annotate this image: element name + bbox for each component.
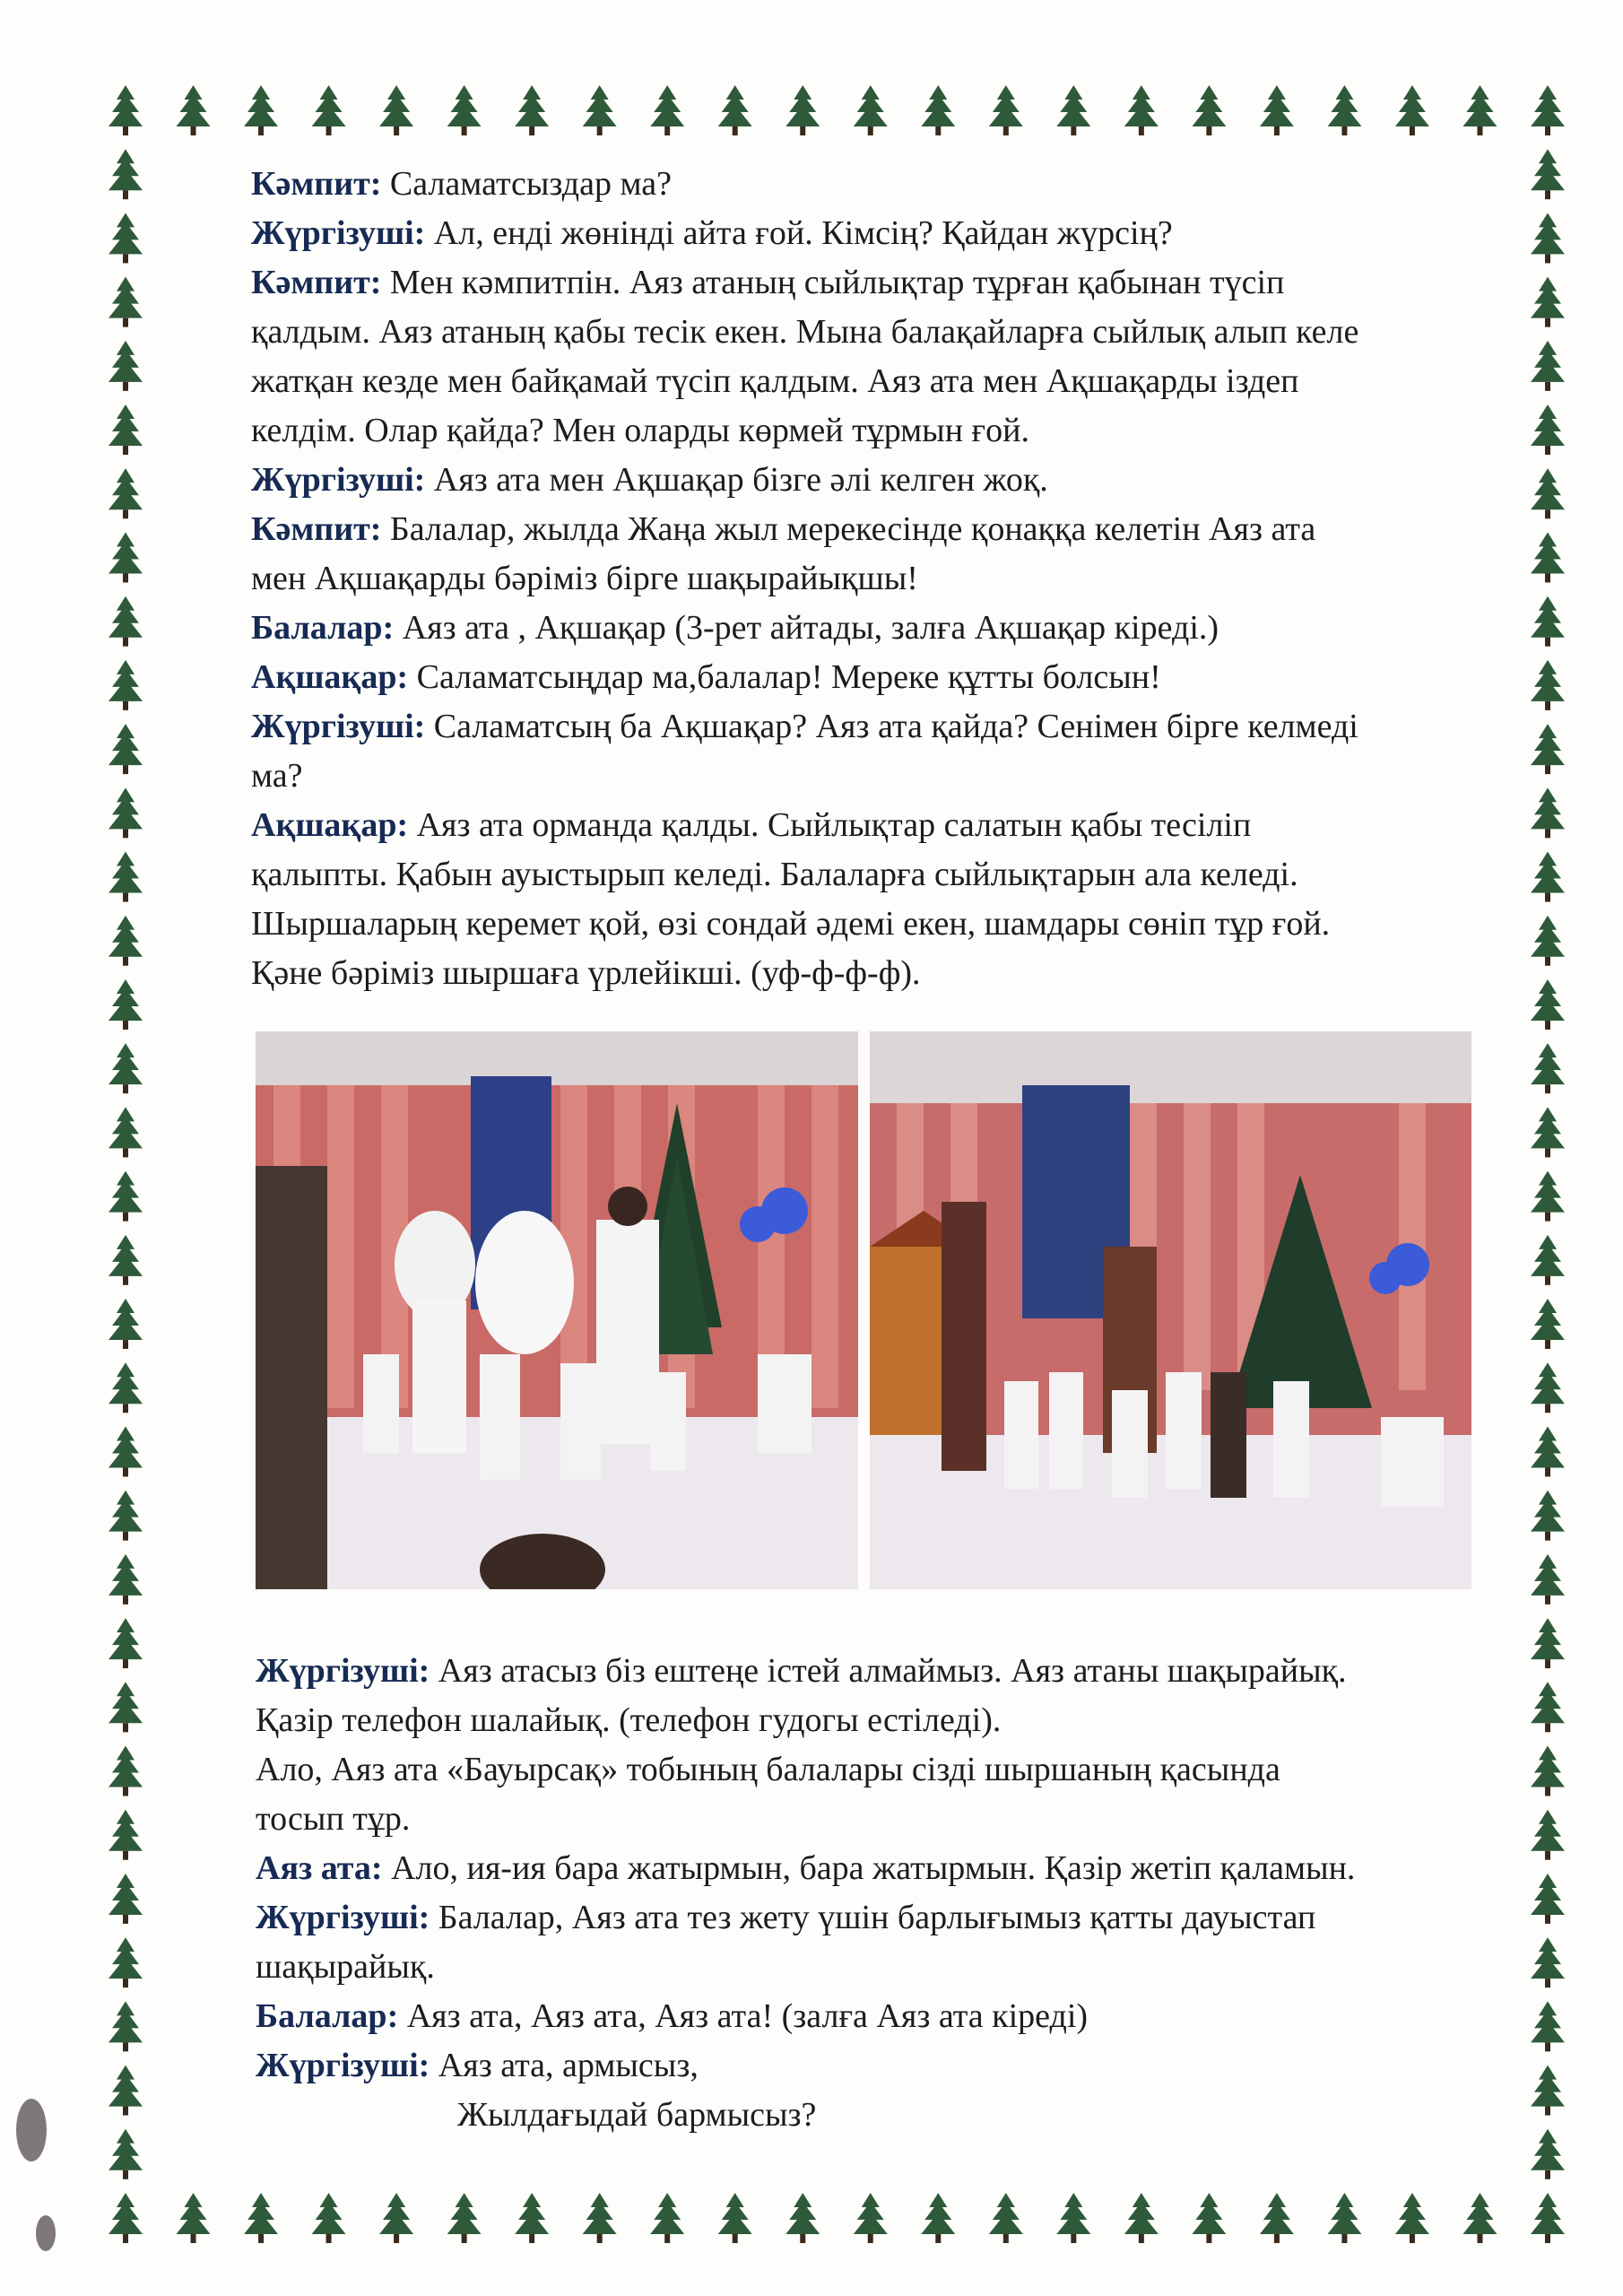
fir-tree-icon xyxy=(1531,1618,1565,1668)
dialogue-line xyxy=(251,505,1524,554)
speaker-name: Кәмпит: xyxy=(251,510,382,548)
fir-tree-icon xyxy=(108,468,143,518)
fir-tree-icon xyxy=(1531,2129,1565,2179)
photo-left xyxy=(256,1031,858,1589)
line-text: Ал, енді жөнінді айта ғой. Кімсің? Қайдан жүрсің? xyxy=(433,214,1173,252)
dialogue-entry xyxy=(256,1647,1529,1844)
fir-tree-icon xyxy=(1124,2193,1159,2243)
speaker-name: Жүргізуші: xyxy=(251,461,426,499)
fir-tree-icon xyxy=(1531,1491,1565,1541)
fir-tree-icon xyxy=(108,2001,143,2051)
fir-tree-icon xyxy=(108,1810,143,1860)
fir-tree-icon xyxy=(177,85,211,135)
speaker-name: Балалар: xyxy=(256,1997,399,2035)
fir-tree-icon xyxy=(108,2193,143,2243)
speaker-name: Ақшақар: xyxy=(251,658,409,696)
fir-tree-icon xyxy=(447,2193,482,2243)
speaker-name: Аяз ата: xyxy=(256,1849,383,1887)
speaker-name: Кәмпит: xyxy=(251,264,382,301)
dialogue-entry xyxy=(251,653,1524,702)
fir-tree-icon xyxy=(1531,277,1565,327)
celebration-photo-left xyxy=(256,1031,858,1589)
fir-tree-icon xyxy=(1531,1937,1565,1987)
dialogue-bottom xyxy=(256,1647,1529,2140)
dialogue-entry xyxy=(256,2041,1529,2091)
fir-tree-icon xyxy=(650,85,684,135)
fir-tree-icon xyxy=(1327,2193,1361,2243)
fir-tree-icon xyxy=(1462,2193,1497,2243)
fir-tree-icon xyxy=(1531,1235,1565,1285)
line-text: Саламатсың ба Ақшақар? Аяз ата қайда? Сенімен бірге келмеді xyxy=(433,708,1358,745)
fir-tree-icon xyxy=(108,1554,143,1605)
dialogue-line xyxy=(251,456,1524,505)
fir-tree-icon xyxy=(1327,85,1361,135)
celebration-photo-right xyxy=(870,1031,1471,1589)
fir-tree-icon xyxy=(1531,1874,1565,1924)
fir-tree-icon xyxy=(718,2193,752,2243)
speaker-name: Ақшақар: xyxy=(251,806,409,844)
fir-tree-icon xyxy=(108,1107,143,1157)
dialogue-entry xyxy=(251,456,1524,505)
fir-tree-icon xyxy=(447,85,482,135)
line-text: Балалар, Аяз ата тез жету үшін барлығымыз қатты дауыстап xyxy=(438,1899,1316,1936)
fir-tree-icon xyxy=(1531,916,1565,966)
line-text: Аяз атасыз біз ештеңе істей алмаймыз. Аяз атаны шақырайық. xyxy=(438,1652,1347,1690)
fir-tree-icon xyxy=(108,149,143,199)
fir-tree-icon xyxy=(1531,787,1565,838)
fir-tree-icon xyxy=(108,660,143,710)
dialogue-line xyxy=(251,604,1524,653)
speaker-name: Жүргізуші: xyxy=(251,708,426,745)
dialogue-line xyxy=(251,653,1524,702)
fir-tree-icon xyxy=(108,724,143,774)
dialogue-line xyxy=(256,1696,1529,1745)
fir-tree-icon xyxy=(108,1235,143,1285)
fir-tree-icon xyxy=(1531,979,1565,1030)
dialogue-line xyxy=(256,1893,1529,1943)
fir-tree-icon xyxy=(1531,85,1565,135)
line-text: Аяз ата орманда қалды. Сыйлықтар салатын қабы тесіліп xyxy=(416,806,1252,844)
fir-tree-icon xyxy=(1056,85,1090,135)
fir-tree-icon xyxy=(108,1491,143,1541)
fir-tree-icon xyxy=(108,341,143,391)
fir-tree-icon xyxy=(1531,2193,1565,2243)
fir-tree-icon xyxy=(1395,2193,1429,2243)
line-text: келдім. Олар қайда? Мен оларды көрмей тұрмын ғой. xyxy=(251,412,1029,449)
line-text: тосып тұр. xyxy=(256,1800,411,1838)
fir-tree-icon xyxy=(1531,1299,1565,1349)
line-text: Саламатсыңдар ма,балалар! Мереке құтты болсын! xyxy=(416,658,1161,696)
dialogue-line xyxy=(251,357,1524,406)
dialogue-line xyxy=(251,160,1524,209)
line-text: Саламатсыздар ма? xyxy=(389,165,672,203)
dialogue-entry xyxy=(256,1893,1529,1992)
photo-right xyxy=(870,1031,1471,1589)
fir-tree-icon xyxy=(515,85,549,135)
dialogue-entry xyxy=(251,160,1524,209)
line-text: Ало, ия-ия бара жатырмын, бара жатырмын. Қазір жетіп қаламын. xyxy=(391,1849,1356,1887)
dialogue-entry xyxy=(251,801,1524,998)
fir-tree-icon xyxy=(650,2193,684,2243)
fir-tree-icon xyxy=(1531,2066,1565,2116)
line-text: Балалар, жылда Жаңа жыл мерекесінде қонаққа келетін Аяз ата xyxy=(389,510,1316,548)
fir-tree-icon xyxy=(1531,1362,1565,1413)
fir-tree-icon xyxy=(1260,85,1294,135)
fir-tree-icon xyxy=(108,1043,143,1093)
fir-tree-icon xyxy=(1192,2193,1226,2243)
fir-tree-icon xyxy=(1056,2193,1090,2243)
fir-tree-icon xyxy=(244,2193,278,2243)
dialogue-entry xyxy=(251,258,1524,456)
fir-tree-icon xyxy=(785,85,820,135)
fir-tree-icon xyxy=(1531,596,1565,647)
fir-tree-icon xyxy=(108,1682,143,1732)
fir-tree-icon xyxy=(1531,1171,1565,1222)
fir-tree-icon xyxy=(108,1746,143,1796)
fir-tree-icon xyxy=(108,2066,143,2116)
line-text: Мен кәмпитпін. Аяз атаның сыйлықтар тұрған қабынан түсіп xyxy=(389,264,1285,301)
fir-tree-icon xyxy=(583,2193,617,2243)
line-text: Аяз ата , Ақшақар (3-рет айтады, залға Ақшақар кіреді.) xyxy=(402,609,1219,647)
dialogue-entry xyxy=(256,1992,1529,2041)
dialogue-line xyxy=(251,554,1524,604)
speaker-name: Балалар: xyxy=(251,609,395,647)
fir-tree-icon xyxy=(1124,85,1159,135)
fir-tree-icon xyxy=(108,1874,143,1924)
fir-tree-icon xyxy=(1192,85,1226,135)
fir-tree-icon xyxy=(989,2193,1023,2243)
fir-tree-icon xyxy=(108,213,143,263)
fir-tree-icon xyxy=(108,916,143,966)
fir-tree-icon xyxy=(108,1937,143,1987)
dialogue-line xyxy=(256,1647,1529,1696)
fir-tree-icon xyxy=(1531,1043,1565,1093)
fir-tree-icon xyxy=(1531,852,1565,902)
line-text: қалдым. Аяз атаның қабы тесік екен. Мына балақайларға сыйлық алып келе xyxy=(251,313,1359,351)
line-text: Аяз ата, армысыз, xyxy=(438,2047,699,2084)
dialogue-line xyxy=(251,949,1524,998)
dialogue-line xyxy=(256,2041,1529,2091)
fir-tree-icon xyxy=(312,2193,346,2243)
fir-tree-icon xyxy=(108,979,143,1030)
fir-tree-icon xyxy=(108,1618,143,1668)
fir-tree-icon xyxy=(1531,149,1565,199)
fir-tree-icon xyxy=(108,1426,143,1476)
line-text: мен Ақшақарды бәріміз бірге шақырайықшы! xyxy=(251,560,918,597)
fir-tree-icon xyxy=(312,85,346,135)
fir-tree-icon xyxy=(108,85,143,135)
fir-tree-icon xyxy=(108,1171,143,1222)
fir-tree-icon xyxy=(854,2193,888,2243)
dialogue-top xyxy=(251,160,1524,998)
fir-tree-icon xyxy=(1260,2193,1294,2243)
fir-tree-icon xyxy=(1531,532,1565,582)
line-text: шақырайық. xyxy=(256,1948,435,1986)
fir-tree-icon xyxy=(108,404,143,455)
fir-tree-icon xyxy=(1531,1746,1565,1796)
closing-line: Жылдағыдай бармысыз? xyxy=(457,2096,817,2134)
line-text: Аяз ата, Аяз ата, Аяз ата! (залға Аяз ата кіреді) xyxy=(406,1997,1089,2035)
fir-tree-icon xyxy=(244,85,278,135)
line-text: Ало, Аяз ата «Бауырсақ» тобының балалары сізді шыршаның қасында xyxy=(256,1751,1280,1788)
dialogue-line xyxy=(256,1992,1529,2041)
fir-tree-icon xyxy=(989,85,1023,135)
fir-tree-icon xyxy=(379,2193,413,2243)
fir-tree-icon xyxy=(379,85,413,135)
fir-tree-icon xyxy=(515,2193,549,2243)
fir-tree-icon xyxy=(1531,404,1565,455)
fir-tree-icon xyxy=(108,852,143,902)
dialogue-line xyxy=(251,850,1524,900)
fir-tree-icon xyxy=(785,2193,820,2243)
line-text: ма? xyxy=(251,757,303,795)
fir-tree-icon xyxy=(1395,85,1429,135)
scan-smudge xyxy=(16,2099,47,2161)
dialogue-line xyxy=(251,258,1524,308)
dialogue-line xyxy=(251,702,1524,752)
fir-tree-icon xyxy=(108,1299,143,1349)
fir-tree-icon xyxy=(1531,468,1565,518)
scan-smudge xyxy=(36,2215,56,2251)
dialogue-entry xyxy=(256,1844,1529,1893)
dialogue-line xyxy=(256,1795,1529,1844)
fir-tree-icon xyxy=(177,2193,211,2243)
fir-tree-icon xyxy=(583,85,617,135)
speaker-name: Жүргізуші: xyxy=(251,214,426,252)
fir-tree-icon xyxy=(1531,1682,1565,1732)
dialogue-line xyxy=(251,308,1524,357)
fir-tree-icon xyxy=(1531,341,1565,391)
line-text: Қазір телефон шалайық. (телефон гудогы естіледі). xyxy=(256,1701,1002,1739)
fir-tree-icon xyxy=(1531,724,1565,774)
line-text: Аяз ата мен Ақшақар бізге әлі келген жоқ. xyxy=(433,461,1048,499)
dialogue-line xyxy=(256,1844,1529,1893)
line-text: Қәне бәріміз шыршаға үрлейікші. (уф-ф-ф-ф). xyxy=(251,954,921,992)
fir-tree-icon xyxy=(1531,660,1565,710)
dialogue-line xyxy=(251,752,1524,801)
fir-tree-icon xyxy=(1531,1554,1565,1605)
dialogue-entry xyxy=(251,702,1524,801)
dialogue-line xyxy=(251,801,1524,850)
line-text: Шыршаларың керемет қой, өзі сондай әдемі екен, шамдары сөніп тұр ғой. xyxy=(251,905,1331,943)
fir-tree-icon xyxy=(108,787,143,838)
fir-tree-icon xyxy=(108,2129,143,2179)
dialogue-line xyxy=(251,900,1524,949)
fir-tree-icon xyxy=(854,85,888,135)
dialogue-line xyxy=(256,1745,1529,1795)
photo-row xyxy=(256,1031,1471,1589)
dialogue-line xyxy=(251,406,1524,456)
fir-tree-icon xyxy=(1531,2001,1565,2051)
fir-tree-icon xyxy=(108,596,143,647)
fir-tree-icon xyxy=(108,277,143,327)
fir-tree-icon xyxy=(718,85,752,135)
dialogue-line xyxy=(251,209,1524,258)
dialogue-line xyxy=(256,1943,1529,1992)
dialogue-entry xyxy=(251,505,1524,604)
line-text: қалыпты. Қабын ауыстырып келеді. Балаларға сыйлықтарын ала келеді. xyxy=(251,856,1298,893)
fir-tree-icon xyxy=(1531,1426,1565,1476)
dialogue-entry xyxy=(251,209,1524,258)
speaker-name: Жүргізуші: xyxy=(256,2047,430,2084)
fir-tree-icon xyxy=(921,2193,955,2243)
fir-tree-icon xyxy=(1462,85,1497,135)
fir-tree-icon xyxy=(108,1362,143,1413)
speaker-name: Кәмпит: xyxy=(251,165,382,203)
fir-tree-icon xyxy=(1531,213,1565,263)
speaker-name: Жүргізуші: xyxy=(256,1652,430,1690)
speaker-name: Жүргізуші: xyxy=(256,1899,430,1936)
dialogue-entry xyxy=(251,604,1524,653)
fir-tree-icon xyxy=(1531,1107,1565,1157)
fir-tree-icon xyxy=(1531,1810,1565,1860)
fir-tree-icon xyxy=(108,532,143,582)
line-text: жатқан кезде мен байқамай түсіп қалдым. Аяз ата мен Ақшақарды іздеп xyxy=(251,362,1299,400)
fir-tree-icon xyxy=(921,85,955,135)
